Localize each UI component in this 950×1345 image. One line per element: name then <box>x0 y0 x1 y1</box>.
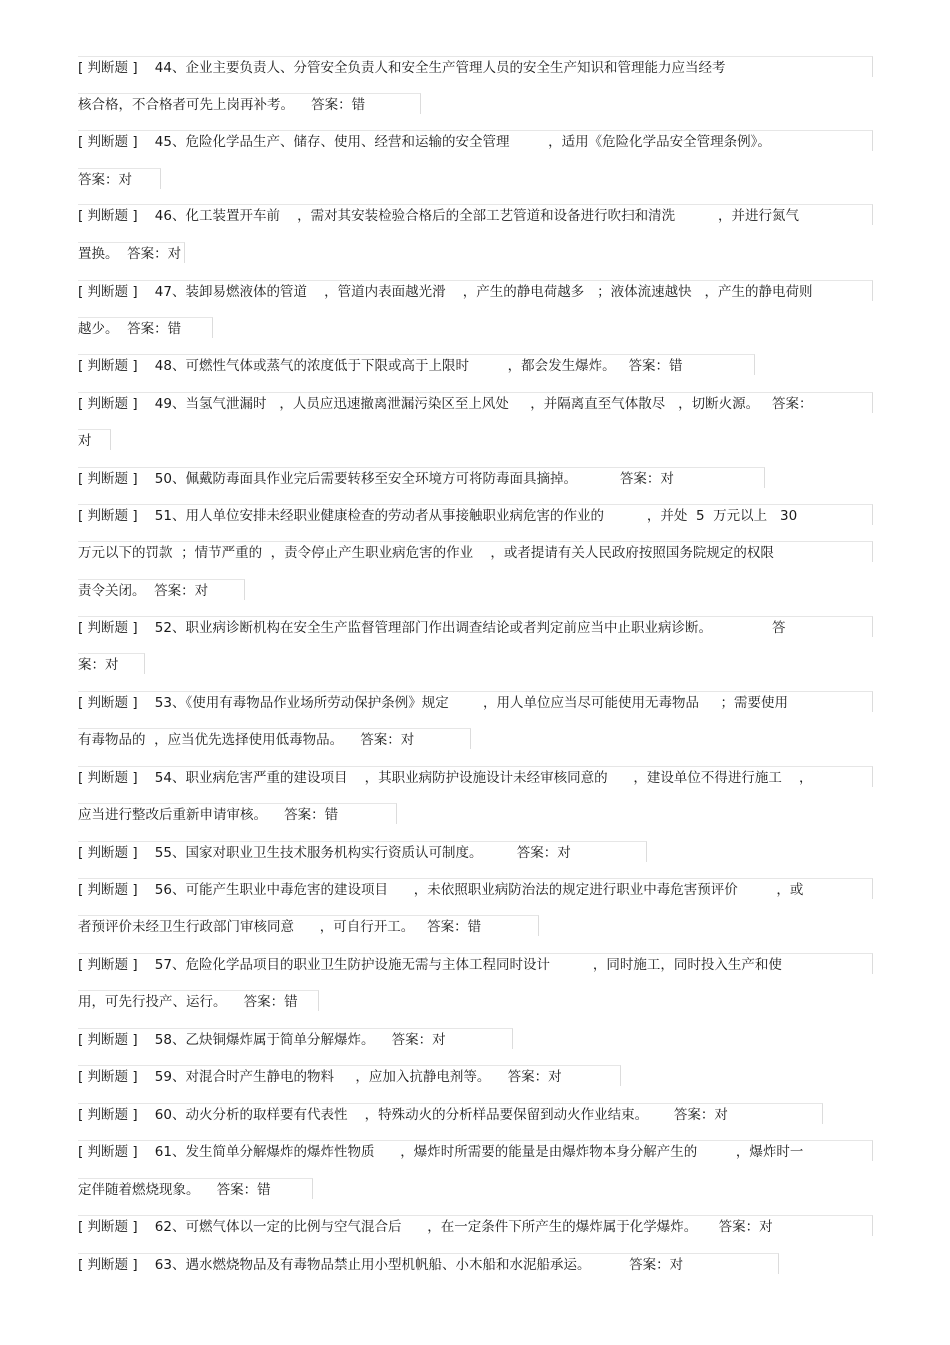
text-line <box>78 431 872 451</box>
line-frame <box>78 915 539 936</box>
line-text: [ 判断题 ] 49、当氢气泄漏时 ，人员应迅速撤离泄漏污染区至上风处 ，并隔离直至气体散尽 ，切断火源。 答案： <box>78 396 813 412</box>
line-text: [ 判断题 ] 53、《使用有毒物品作业场所劳动保护条例》规定 ，用人单位应当尽可能使用无毒物品 ；需要使用 <box>78 695 788 711</box>
line-text: 对 <box>78 433 92 449</box>
line-text: [ 判断题 ] 57、危险化学品项目的职业卫生防护设施无需与主体工程同时设计 ，同时施工，同时投入生产和使 <box>78 957 782 973</box>
line-text: 答案：对 <box>78 172 132 188</box>
line-frame <box>78 1178 313 1199</box>
line-frame <box>78 1253 779 1274</box>
line-text: [ 判断题 ] 58、乙炔铜爆炸属于简单分解爆炸。 答案：对 <box>78 1032 446 1048</box>
line-frame <box>78 1215 873 1236</box>
line-text: [ 判断题 ] 50、佩戴防毒面具作业完后需要转移至安全环境方可将防毒面具摘掉。 答案：对 <box>78 471 674 487</box>
line-text: [ 判断题 ] 62、可燃气体以一定的比例与空气混合后 ，在一定条件下所产生的爆炸属于化学爆炸。 答案：对 <box>78 1219 773 1235</box>
line-frame <box>78 168 161 189</box>
line-text: 案：对 <box>78 657 119 673</box>
line-frame <box>78 56 873 77</box>
line-frame <box>78 1065 621 1086</box>
line-text: [ 判断题 ] 59、对混合时产生静电的物料 ，应加入抗静电剂等。 答案：对 <box>78 1069 562 1085</box>
line-frame <box>78 616 873 637</box>
line-frame <box>78 653 145 674</box>
line-text: 者预评价未经卫生行政部门审核同意 ，可自行开工。 答案：错 <box>78 919 482 935</box>
line-frame <box>78 728 471 749</box>
line-text: 用，可先行投产、运行。 答案：错 <box>78 994 298 1010</box>
line-text: 有毒物品的 ，应当优先选择使用低毒物品。 答案：对 <box>78 732 415 748</box>
line-frame <box>78 317 213 338</box>
line-frame <box>78 841 647 862</box>
line-frame <box>78 803 397 824</box>
line-frame <box>78 1028 513 1049</box>
line-frame <box>78 280 873 301</box>
line-frame <box>78 392 873 413</box>
line-text: [ 判断题 ] 52、职业病诊断机构在安全生产监督管理部门作出调查结论或者判定前应当中止职业病诊断。 答 <box>78 620 786 636</box>
line-frame <box>78 541 873 562</box>
line-text: 定伴随着燃烧现象。 答案：错 <box>78 1182 271 1198</box>
line-frame <box>78 467 765 488</box>
text-line <box>78 244 872 264</box>
line-text: [ 判断题 ] 44、企业主要负责人、分管安全负责人和安全生产管理人员的安全生产知识和管理能力应当经考 <box>78 60 726 76</box>
line-text: 核合格，不合格者可先上岗再补考。 答案：错 <box>78 97 366 113</box>
line-frame <box>78 990 319 1011</box>
line-frame <box>78 878 873 899</box>
line-text: 万元以下的罚款 ；情节严重的 ，责令停止产生职业病危害的作业 ，或者提请有关人民政府按照国务院规定的权限 <box>78 545 774 561</box>
line-frame <box>78 1103 823 1124</box>
line-frame <box>78 354 755 375</box>
line-frame <box>78 766 873 787</box>
line-frame <box>78 242 185 263</box>
line-text: [ 判断题 ] 51、用人单位安排未经职业健康检查的劳动者从事接触职业病危害的作业的 ，并处 5 万元以上 30 <box>78 508 798 524</box>
line-text: 置换。 答案：对 <box>78 246 182 262</box>
text-line <box>78 170 872 190</box>
line-frame <box>78 429 111 450</box>
line-frame <box>78 93 421 114</box>
line-text: [ 判断题 ] 48、可燃性气体或蒸气的浓度低于下限或高于上限时 ，都会发生爆炸。 答案：错 <box>78 358 683 374</box>
line-frame <box>78 504 873 525</box>
line-frame <box>78 204 873 225</box>
line-frame <box>78 1140 873 1161</box>
line-text: [ 判断题 ] 47、装卸易燃液体的管道 ，管道内表面越光滑 ，产生的静电荷越多 ；液体流速越快 ，产生的静电荷则 <box>78 284 813 300</box>
line-text: 越少。 答案：错 <box>78 321 182 337</box>
line-text: [ 判断题 ] 60、动火分析的取样要有代表性 ，特殊动火的分析样品要保留到动火作业结束。 答案：对 <box>78 1107 728 1123</box>
line-frame <box>78 130 873 151</box>
line-text: [ 判断题 ] 54、职业病危害严重的建设项目 ，其职业病防护设施设计未经审核同意的 ，建设单位不得进行施工 ， <box>78 770 813 786</box>
text-line <box>78 655 872 675</box>
line-text: [ 判断题 ] 61、发生简单分解爆炸的爆炸性物质 ，爆炸时所需要的能量是由爆炸物本身分解产生的 ，爆炸时一 <box>78 1144 804 1160</box>
line-frame <box>78 579 245 600</box>
line-text: [ 判断题 ] 46、化工装置开车前 ，需对其安装检验合格后的全部工艺管道和设备进行吹扫和清洗 ，并进行氮气 <box>78 208 800 224</box>
line-text: 责令关闭。 答案：对 <box>78 583 209 599</box>
line-text: [ 判断题 ] 56、可能产生职业中毒危害的建设项目 ，未依照职业病防治法的规定进行职业中毒危害预评价 ，或 <box>78 882 804 898</box>
line-text: [ 判断题 ] 63、遇水燃烧物品及有毒物品禁止用小型机帆船、小木船和水泥船承运。 答案：对 <box>78 1257 684 1273</box>
line-text: 应当进行整改后重新申请审核。 答案：错 <box>78 807 339 823</box>
line-frame <box>78 953 873 974</box>
line-text: [ 判断题 ] 55、国家对职业卫生技术服务机构实行资质认可制度。 答案：对 <box>78 845 571 861</box>
line-frame <box>78 691 873 712</box>
line-text: [ 判断题 ] 45、危险化学品生产、储存、使用、经营和运输的安全管理 ，适用《危险化学品安全管理条例》。 <box>78 134 771 150</box>
